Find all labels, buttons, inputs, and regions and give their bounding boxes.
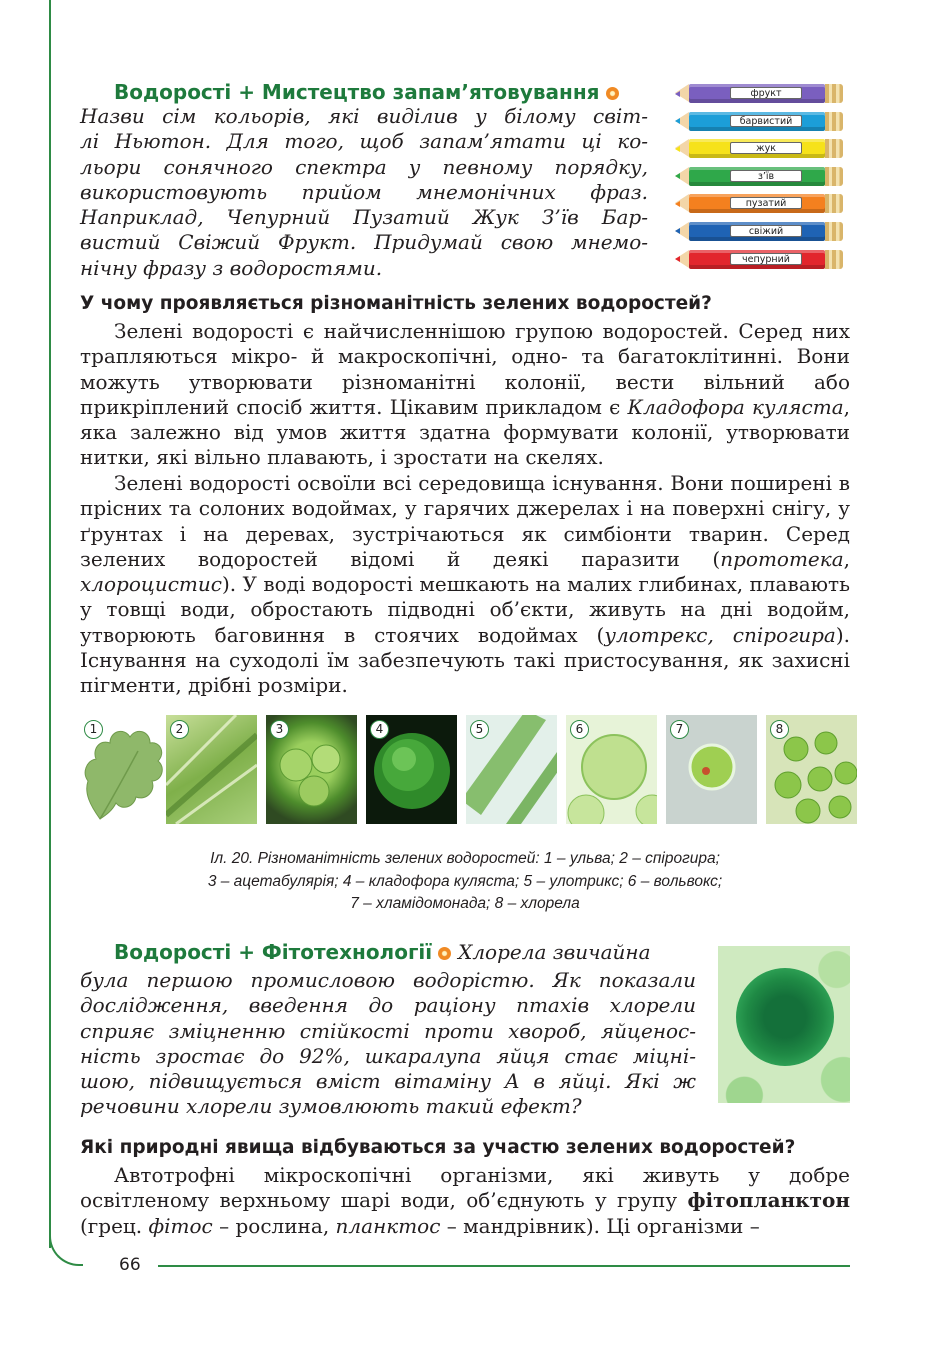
greek-term: планктос [335, 1213, 441, 1238]
photo-cladophora [366, 715, 457, 824]
pencil-end [825, 139, 843, 158]
photo-spirogyra [166, 715, 257, 824]
page-number: 66 [119, 1255, 141, 1275]
pencil [675, 222, 847, 241]
pencil-end [825, 84, 843, 103]
caption-line: 7 – хламідомонада; 8 – хлорела [350, 895, 580, 912]
pencil-label: свіжий [730, 225, 802, 237]
mnemonics-line: використовують прийом мнемонічних фраз. [80, 179, 648, 204]
pencil-lead [675, 91, 680, 97]
paragraph-text: Зелені водорості освоїли всі середовища існування. Вони поширені в прісних та солоних водоймах, у гарячих джерелах і на поверхні снігу, у ґрунтах і на деревах, зустрічаються як симбіонти тварин. Серед зелених водоростей відомі й деякі паразити ( [80, 471, 850, 571]
pencil-end [825, 194, 843, 213]
footer-rule [158, 1265, 850, 1267]
phytotech-line: дослідження, введення до раціону птахів хлорели [80, 993, 696, 1018]
pencil-label: жук [730, 142, 802, 154]
paragraph-diversity-2 [80, 471, 850, 699]
pencil-lead [675, 256, 680, 262]
page-frame-corner [49, 1232, 83, 1266]
caption-line: 3 – ацетабулярія; 4 – кладофора куляста; 5 – улотрикс; 6 – вольвокс; [207, 872, 723, 890]
mnemonics-line: нічну фразу з водоростями. [80, 255, 383, 280]
paragraph-text: – мандрівник). Ці організми – [440, 1213, 760, 1238]
greek-term: фітос [148, 1213, 213, 1238]
mnemonics-line: Назви сім кольорів, які виділив у білому світ- [80, 104, 648, 128]
pencil-end [825, 167, 843, 186]
pencil-end [825, 222, 843, 241]
photo-volvox [566, 715, 657, 824]
pencil [675, 139, 847, 158]
algae-photo-strip [80, 715, 850, 825]
paragraph-text: Автотрофні мікроскопічні організми, які живуть у добре освітленому верхньому шарі води, об’єднують у групу [80, 1163, 850, 1213]
paragraph-text: Зелені водорості є найчисленнішою групою водоростей. Серед них трапляються мікро- й макроскопічні, одно- та багатоклітинні. Вони можуть утворювати різноманітні колонії, вести вільний або прикріплений спосіб життя. Цікавим прикладом є [80, 319, 850, 419]
pencil [675, 194, 847, 213]
photo-number-badge: 2 [170, 720, 189, 739]
key-term: фітопланктон [687, 1188, 850, 1213]
section-title-text: Водорості + Фітотехнології [114, 940, 433, 964]
phytotech-line: сприяє зміцненню стійкості проти хвороб, яйценос- [80, 1018, 696, 1043]
photo-chlorella [766, 715, 857, 824]
flower-icon [606, 87, 619, 100]
photo-number-badge: 6 [570, 720, 589, 739]
mnemonics-line: льори сонячного спектра у певному порядку, [80, 154, 648, 179]
mnemonics-text [80, 104, 648, 281]
species-term: Кладофора куляста [627, 394, 844, 419]
phytotech-line: ність зростає до 92%, шкаралупа яйця стає міцні- [80, 1043, 696, 1068]
pencil-label: пузатий [730, 197, 802, 209]
photo-acetabularia [266, 715, 357, 824]
chlorella-cell [736, 968, 834, 1066]
phytotech-line: була першою промисловою водорістю. Як показали [80, 968, 696, 992]
paragraph-diversity-1 [80, 319, 850, 471]
caption-line: Іл. 20. Різноманітність зелених водоростей: 1 – ульва; 2 – спірогира; [210, 850, 720, 867]
pencil-end [825, 112, 843, 131]
pencil-label: чепурний [730, 253, 802, 265]
pencil-label: фрукт [730, 87, 802, 99]
chlorella-photo [718, 946, 850, 1103]
photo-number-badge: 1 [84, 720, 103, 739]
photo-number-badge: 5 [470, 720, 489, 739]
pencil-lead [675, 118, 680, 124]
phytotech-line: шою, підвищується вміст вітаміну А в яйці. Які ж [80, 1069, 696, 1094]
pencil-label: барвистий [730, 115, 802, 127]
pencil-end [825, 250, 843, 269]
question-heading-diversity: У чому проявляється різноманітність зелених водоростей? [80, 293, 712, 314]
paragraph-text: , [843, 546, 850, 571]
pencil [675, 112, 847, 131]
mnemonics-line: лі Ньютон. Для того, щоб запам’ятати ці ко- [80, 129, 648, 154]
figure-caption [80, 848, 850, 916]
photo-number-badge: 3 [270, 720, 289, 739]
flower-icon [438, 947, 451, 960]
pencil-illustration [675, 84, 847, 277]
pencil-lead [675, 201, 680, 207]
question-heading-phenomena: Які природні явища відбуваються за участю зелених водоростей? [80, 1137, 796, 1158]
photo-number-badge: 7 [670, 720, 689, 739]
paragraph-text: (грец. [80, 1213, 149, 1238]
mnemonics-line: вистий Свіжий Фрукт. Придумай свою мнемо- [80, 230, 648, 255]
photo-number-badge: 8 [770, 720, 789, 739]
pencil [675, 167, 847, 186]
paragraph-text: ). У воді водорості мешкають на малих глибинах, плавають у товщі води, обростають підводні об’єкти, живуть на дні водойм, утворюють баговиння в стоячих водоймах ( [80, 572, 850, 647]
pencil [675, 250, 847, 269]
pencil-label: з’їв [730, 170, 802, 182]
species-term: улотрекс, спірогира [604, 622, 836, 647]
section-title-text: Водорості + Мистецтво запам’ятовування [114, 80, 600, 104]
paragraph-text: ). Існування на суходолі їм забезпечують такі пристосування, як захисні пігменти, дрібні розміри. [80, 622, 850, 698]
section-title-mnemonics [114, 80, 619, 104]
pencil-lead [675, 228, 680, 234]
phytotech-line: речовини хлорели зумовлюють такий ефект? [80, 1094, 582, 1119]
page-frame-line [49, 0, 51, 1248]
section-title-phytotech [114, 940, 651, 964]
photo-ulothrix [466, 715, 557, 824]
photo-ulva [80, 715, 171, 824]
paragraph-text: – рослина, [212, 1213, 336, 1238]
phytotech-first-line: Хлорела звичайна [458, 940, 651, 964]
paragraph-text: , яка залежно від умов життя здатна формувати колонії, утворювати нитки, які вільно плавають, і зростати на скелях. [80, 394, 851, 470]
species-term: прототека [720, 546, 844, 571]
pencil-lead [675, 173, 680, 179]
paragraph-phytoplankton [80, 1163, 850, 1239]
mnemonics-line: Наприклад, Чепурний Пузатий Жук З’їв Бар- [80, 205, 648, 230]
photo-number-badge: 4 [370, 720, 389, 739]
species-term: хлороцистис [80, 572, 222, 597]
phytotech-text [80, 968, 696, 1120]
pencil-lead [675, 146, 680, 152]
photo-chlamydomonas [666, 715, 757, 824]
pencil [675, 84, 847, 103]
